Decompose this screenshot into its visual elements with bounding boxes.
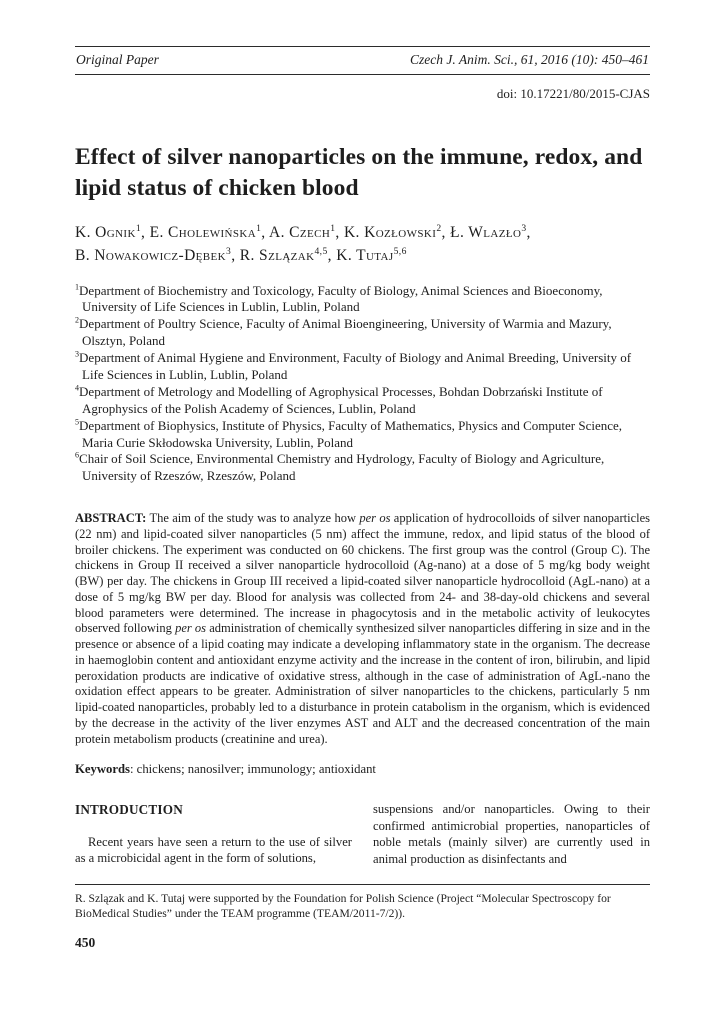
author-affiliation-sup: 1 [256,222,262,234]
journal-citation: Czech J. Anim. Sci., 61, 2016 (10): 450–461 [410,52,649,67]
affiliation: $^4$Department of Metrology and Modelling of Agrophysical Processes, Bohdan Dobrzański Institute of Agrophysics of the Polish Academy of Sciences, Lublin, Poland [75,383,603,416]
column-right [373,801,650,866]
abstract [75,511,650,747]
page-number: 450 [75,934,96,950]
affiliations [75,283,650,486]
column-left [75,801,352,866]
abstract-text: The aim of the study was to analyze how per os application of hydrocolloids of silver nanoparticles (22 nm) and lipid-coated silver nanoparticles (5 nm) affect the immune, redox, and lipid status of the blood of broiler chickens. The experiment was conducted on 60 chickens. The first group was the control (Group C). The chickens in Group II received a silver nanoparticle hydrocolloid (Ag-nano) at a dose of 5 mg/kg body weight (BW) per day. The chickens in Group III received a lipid-coated silver nanoparticle hydrocolloid (AgL-nano) at a dose of 5 mg/kg BW per day. Blood for analysis was collected from 24- and 38-day-old chickens and several blood parameters were determined. The increase in phagocytosis and in the metabolic activity of leukocytes observed following per os administration of chemically synthesized silver nanoparticles differing in size and in the presence or absence of a lipid coating may indicate a developing inflammatory state in the organism. The decrease in haemoglobin content and antioxidant enzyme activity and the increase in the content of iron, bilirubin, and lipid peroxidation products are indicative of oxidative stress, although in the case of administration of AgL-nano the oxidation effect appears to be greater. Administration of silver nanoparticles to the chickens, particularly 5 nm lipid-coated nanoparticles, probably led to a disturbance in protein catabolism in the organism, which is evidenced by the decrease in the activity of the liver enzymes AST and ALT and the decreased concentration of the main protein metabolism products (creatinine and urea). [75,511,650,746]
journal-header [75,46,650,75]
body-columns [75,801,650,866]
author-affiliation-sup: 1 [135,222,142,234]
authors-line-2: B. Nowakowicz-Dębek$^3$, R. Szlązak$^{4,5}$, K. Tutaj$^{5,6}$ [75,246,407,265]
keywords-line [75,762,650,777]
introduction-paragraph-left: Recent years have seen a return to the use of silver as a microbicidal agent in the form of solutions, [75,834,352,865]
keywords-label: Keywords [75,762,130,777]
footnote: R. Szlązak and K. Tutaj were supported by the Foundation for Polish Science (Project “Molecular Spectroscopy for BioMedical Studies” under the TEAM programme (TEAM/2011-7/2)). [75,884,650,922]
paper-title: Effect of silver nanoparticles on the immune, redox, and lipid status of chicken blood [75,144,643,202]
author-affiliation-sup: 5,6 [393,246,407,258]
author-affiliation-sup: 1 [330,222,336,234]
abstract-label: ABSTRACT: [75,511,147,526]
authors-line-1: K. Ognik$^1$, E. Cholewińska$^1$, A. Czech$^1$, K. Kozłowski$^2$, Ł. Wlazło$^3$, [75,222,531,242]
affiliation: $^6$Chair of Soil Science, Environmental Chemistry and Hydrology, Faculty of Biology and Agriculture, University of Rzeszów, Rzeszów, Poland [75,451,605,484]
doi-line: doi: 10.17221/80/2015-CJAS [496,86,650,101]
affiliation: $^2$Department of Poultry Science, Faculty of Animal Bioengineering, University of Warmia and Mazury, Olsztyn, Poland [75,315,612,349]
keywords-text: : chickens; nanosilver; immunology; antioxidant [129,762,376,777]
introduction-paragraph-right: suspensions and/or nanoparticles. Owing to their confirmed antimicrobial properties, nanoparticles of noble metals (mainly silver) are currently used in animal production as disinfectants and [373,802,650,866]
authors-block [75,221,650,268]
affiliation: $^5$Department of Biophysics, Institute of Physics, Faculty of Mathematics, Physics and Computer Science, Maria Curie Skłodowska University, Lublin, Poland [75,417,623,450]
introduction-heading: INTRODUCTION [75,802,183,818]
affiliation: $^3$Department of Animal Hygiene and Environment, Faculty of Biology and Animal Breeding, University of Life Sciences in Lublin, Lublin, Poland [75,349,632,382]
author-affiliation-sup: 2 [436,222,442,234]
affiliation: $^1$Department of Biochemistry and Toxicology, Faculty of Biology, Animal Sciences and Bioeconomy, University of Life Sciences in Lublin, Lublin, Poland [75,282,603,315]
paper-type-label: Original Paper [76,52,159,67]
author-affiliation-sup: 3 [226,246,232,258]
author-affiliation-sup: 4,5 [314,246,328,258]
author-affiliation-sup: 3 [521,222,527,234]
